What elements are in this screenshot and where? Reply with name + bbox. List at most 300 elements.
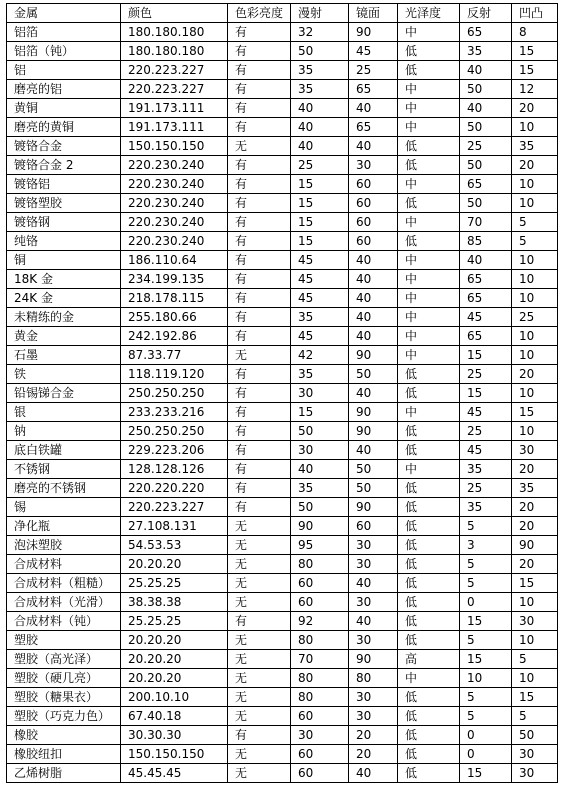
cell-color-brightness: 有 — [228, 194, 291, 213]
header-cell-metal: 金属 — [7, 4, 121, 23]
cell-color: 250.250.250 — [121, 422, 228, 441]
cell-metal: 合成材料（光滑） — [7, 593, 121, 612]
table-row — [7, 213, 558, 232]
cell-color: 191.173.111 — [121, 99, 228, 118]
cell-reflection: 35 — [460, 460, 512, 479]
cell-diffuse: 50 — [291, 42, 349, 61]
cell-diffuse: 45 — [291, 289, 349, 308]
cell-reflection: 65 — [460, 23, 512, 42]
cell-gloss: 低 — [398, 422, 460, 441]
cell-metal: 石墨 — [7, 346, 121, 365]
cell-specular: 60 — [349, 194, 398, 213]
cell-metal: 不锈钢 — [7, 460, 121, 479]
cell-metal: 镀铬合金 — [7, 137, 121, 156]
cell-color-brightness: 有 — [228, 726, 291, 745]
table-row — [7, 308, 558, 327]
cell-bump: 10 — [512, 593, 558, 612]
cell-metal: 磨亮的不锈钢 — [7, 479, 121, 498]
cell-color: 233.233.216 — [121, 403, 228, 422]
cell-metal: 塑胶（糖果衣） — [7, 688, 121, 707]
cell-color-brightness: 有 — [228, 384, 291, 403]
cell-diffuse: 40 — [291, 118, 349, 137]
cell-bump: 12 — [512, 80, 558, 99]
cell-metal: 橡胶纽扣 — [7, 745, 121, 764]
cell-color-brightness: 有 — [228, 403, 291, 422]
cell-metal: 塑胶（高光泽） — [7, 650, 121, 669]
cell-color-brightness: 有 — [228, 365, 291, 384]
cell-gloss: 低 — [398, 441, 460, 460]
cell-diffuse: 60 — [291, 764, 349, 783]
cell-color-brightness: 无 — [228, 669, 291, 688]
cell-specular: 30 — [349, 707, 398, 726]
cell-metal: 24K 金 — [7, 289, 121, 308]
cell-specular: 40 — [349, 612, 398, 631]
cell-metal: 铝箔 — [7, 23, 121, 42]
cell-diffuse: 30 — [291, 441, 349, 460]
cell-reflection: 15 — [460, 650, 512, 669]
cell-metal: 铝箔（钝） — [7, 42, 121, 61]
cell-bump: 50 — [512, 726, 558, 745]
cell-bump: 35 — [512, 479, 558, 498]
table-row — [7, 612, 558, 631]
cell-specular: 30 — [349, 536, 398, 555]
cell-specular: 50 — [349, 479, 398, 498]
cell-bump: 20 — [512, 498, 558, 517]
cell-reflection: 50 — [460, 156, 512, 175]
cell-specular: 25 — [349, 61, 398, 80]
header-cell-bump: 凹凸 — [512, 4, 558, 23]
cell-reflection: 15 — [460, 384, 512, 403]
cell-bump: 10 — [512, 194, 558, 213]
cell-diffuse: 80 — [291, 631, 349, 650]
cell-color: 229.223.206 — [121, 441, 228, 460]
table-row — [7, 384, 558, 403]
cell-color-brightness: 有 — [228, 289, 291, 308]
cell-metal: 铅锡锑合金 — [7, 384, 121, 403]
table-row — [7, 365, 558, 384]
cell-color-brightness: 有 — [228, 479, 291, 498]
header-cell-gloss: 光泽度 — [398, 4, 460, 23]
cell-metal: 底白铁罐 — [7, 441, 121, 460]
cell-reflection: 65 — [460, 175, 512, 194]
cell-color-brightness: 有 — [228, 175, 291, 194]
cell-gloss: 低 — [398, 42, 460, 61]
cell-color-brightness: 有 — [228, 270, 291, 289]
cell-reflection: 5 — [460, 688, 512, 707]
cell-reflection: 65 — [460, 289, 512, 308]
cell-bump: 10 — [512, 289, 558, 308]
table-row — [7, 688, 558, 707]
cell-bump: 30 — [512, 764, 558, 783]
cell-metal: 铜 — [7, 251, 121, 270]
cell-color-brightness: 有 — [228, 213, 291, 232]
header-cell-diffuse: 漫射 — [291, 4, 349, 23]
cell-diffuse: 15 — [291, 232, 349, 251]
cell-diffuse: 35 — [291, 61, 349, 80]
cell-diffuse: 35 — [291, 365, 349, 384]
cell-color-brightness: 无 — [228, 574, 291, 593]
cell-color: 220.223.227 — [121, 80, 228, 99]
cell-specular: 90 — [349, 650, 398, 669]
materials-table — [6, 3, 558, 783]
cell-gloss: 中 — [398, 327, 460, 346]
cell-color: 150.150.150 — [121, 137, 228, 156]
table-row — [7, 403, 558, 422]
cell-color: 186.110.64 — [121, 251, 228, 270]
cell-gloss: 中 — [398, 289, 460, 308]
cell-diffuse: 60 — [291, 745, 349, 764]
cell-gloss: 低 — [398, 384, 460, 403]
cell-specular: 90 — [349, 498, 398, 517]
cell-metal: 塑胶（巧克力色） — [7, 707, 121, 726]
cell-color: 220.230.240 — [121, 232, 228, 251]
cell-specular: 20 — [349, 726, 398, 745]
cell-gloss: 低 — [398, 479, 460, 498]
cell-color: 180.180.180 — [121, 23, 228, 42]
table-row — [7, 536, 558, 555]
cell-metal: 铁 — [7, 365, 121, 384]
cell-specular: 20 — [349, 745, 398, 764]
cell-gloss: 中 — [398, 175, 460, 194]
cell-diffuse: 40 — [291, 137, 349, 156]
cell-reflection: 0 — [460, 593, 512, 612]
cell-specular: 60 — [349, 232, 398, 251]
cell-gloss: 中 — [398, 251, 460, 270]
cell-color: 220.230.240 — [121, 156, 228, 175]
cell-metal: 磨亮的黄铜 — [7, 118, 121, 137]
cell-color: 220.230.240 — [121, 175, 228, 194]
cell-gloss: 低 — [398, 574, 460, 593]
cell-specular: 65 — [349, 118, 398, 137]
cell-color: 20.20.20 — [121, 631, 228, 650]
cell-specular: 40 — [349, 574, 398, 593]
cell-reflection: 45 — [460, 308, 512, 327]
cell-metal: 净化瓶 — [7, 517, 121, 536]
cell-bump: 10 — [512, 270, 558, 289]
cell-bump: 30 — [512, 612, 558, 631]
cell-color: 234.199.135 — [121, 270, 228, 289]
cell-bump: 10 — [512, 118, 558, 137]
cell-gloss: 低 — [398, 745, 460, 764]
table-row — [7, 555, 558, 574]
cell-bump: 10 — [512, 327, 558, 346]
cell-reflection: 85 — [460, 232, 512, 251]
cell-color-brightness: 无 — [228, 593, 291, 612]
cell-color-brightness: 有 — [228, 498, 291, 517]
cell-color-brightness: 有 — [228, 118, 291, 137]
table-row — [7, 745, 558, 764]
cell-specular: 30 — [349, 688, 398, 707]
cell-bump: 20 — [512, 365, 558, 384]
cell-color-brightness: 无 — [228, 688, 291, 707]
cell-bump: 5 — [512, 232, 558, 251]
table-row — [7, 574, 558, 593]
cell-diffuse: 35 — [291, 308, 349, 327]
table-row — [7, 194, 558, 213]
cell-specular: 30 — [349, 631, 398, 650]
cell-bump: 25 — [512, 308, 558, 327]
cell-specular: 40 — [349, 270, 398, 289]
cell-color-brightness: 无 — [228, 346, 291, 365]
table-row — [7, 289, 558, 308]
table-row — [7, 270, 558, 289]
cell-bump: 20 — [512, 99, 558, 118]
cell-reflection: 5 — [460, 707, 512, 726]
cell-color: 200.10.10 — [121, 688, 228, 707]
cell-reflection: 45 — [460, 403, 512, 422]
cell-gloss: 低 — [398, 631, 460, 650]
table-row — [7, 631, 558, 650]
cell-diffuse: 90 — [291, 517, 349, 536]
cell-gloss: 低 — [398, 137, 460, 156]
cell-specular: 60 — [349, 175, 398, 194]
cell-bump: 35 — [512, 137, 558, 156]
cell-metal: 合成材料（钝） — [7, 612, 121, 631]
table-row — [7, 460, 558, 479]
cell-metal: 塑胶（硬几亮） — [7, 669, 121, 688]
cell-reflection: 40 — [460, 99, 512, 118]
table-row — [7, 593, 558, 612]
cell-metal: 18K 金 — [7, 270, 121, 289]
cell-reflection: 25 — [460, 422, 512, 441]
cell-reflection: 65 — [460, 327, 512, 346]
cell-metal: 镀铬塑胶 — [7, 194, 121, 213]
cell-diffuse: 32 — [291, 23, 349, 42]
cell-gloss: 低 — [398, 517, 460, 536]
cell-reflection: 50 — [460, 80, 512, 99]
cell-diffuse: 80 — [291, 688, 349, 707]
cell-metal: 未精练的金 — [7, 308, 121, 327]
cell-bump: 8 — [512, 23, 558, 42]
table-body — [7, 4, 558, 783]
cell-bump: 5 — [512, 213, 558, 232]
cell-color-brightness: 有 — [228, 156, 291, 175]
header-row — [7, 4, 558, 23]
cell-color-brightness: 无 — [228, 536, 291, 555]
cell-metal: 橡胶 — [7, 726, 121, 745]
cell-color: 118.119.120 — [121, 365, 228, 384]
table-row — [7, 61, 558, 80]
cell-reflection: 65 — [460, 270, 512, 289]
cell-color: 220.223.227 — [121, 61, 228, 80]
cell-color-brightness: 有 — [228, 612, 291, 631]
cell-metal: 纯铬 — [7, 232, 121, 251]
header-cell-reflection: 反射 — [460, 4, 512, 23]
cell-color: 218.178.115 — [121, 289, 228, 308]
header-cell-color-brightness: 色彩亮度 — [228, 4, 291, 23]
cell-color: 220.223.227 — [121, 498, 228, 517]
cell-diffuse: 15 — [291, 194, 349, 213]
cell-gloss: 中 — [398, 118, 460, 137]
cell-color: 20.20.20 — [121, 650, 228, 669]
cell-specular: 40 — [349, 289, 398, 308]
cell-metal: 合成材料 — [7, 555, 121, 574]
cell-bump: 10 — [512, 669, 558, 688]
cell-color-brightness: 无 — [228, 650, 291, 669]
cell-color-brightness: 无 — [228, 555, 291, 574]
table-row — [7, 669, 558, 688]
cell-gloss: 低 — [398, 593, 460, 612]
cell-bump: 30 — [512, 745, 558, 764]
cell-gloss: 低 — [398, 232, 460, 251]
cell-diffuse: 60 — [291, 593, 349, 612]
table-row — [7, 80, 558, 99]
cell-reflection: 0 — [460, 745, 512, 764]
cell-color-brightness: 无 — [228, 707, 291, 726]
table-row — [7, 498, 558, 517]
cell-gloss: 低 — [398, 612, 460, 631]
cell-gloss: 低 — [398, 365, 460, 384]
cell-diffuse: 15 — [291, 213, 349, 232]
cell-diffuse: 42 — [291, 346, 349, 365]
cell-color-brightness: 无 — [228, 745, 291, 764]
cell-specular: 40 — [349, 384, 398, 403]
cell-diffuse: 95 — [291, 536, 349, 555]
cell-specular: 40 — [349, 327, 398, 346]
cell-color-brightness: 有 — [228, 80, 291, 99]
header-cell-specular: 镜面 — [349, 4, 398, 23]
cell-metal: 银 — [7, 403, 121, 422]
cell-specular: 90 — [349, 23, 398, 42]
cell-metal: 镀铬铝 — [7, 175, 121, 194]
cell-reflection: 40 — [460, 61, 512, 80]
cell-specular: 30 — [349, 555, 398, 574]
cell-color: 25.25.25 — [121, 574, 228, 593]
cell-reflection: 25 — [460, 365, 512, 384]
cell-reflection: 5 — [460, 517, 512, 536]
cell-reflection: 15 — [460, 612, 512, 631]
table-row — [7, 346, 558, 365]
cell-gloss: 低 — [398, 156, 460, 175]
cell-reflection: 10 — [460, 669, 512, 688]
cell-diffuse: 60 — [291, 707, 349, 726]
cell-color-brightness: 有 — [228, 422, 291, 441]
cell-specular: 60 — [349, 213, 398, 232]
cell-color: 128.128.126 — [121, 460, 228, 479]
cell-color: 220.220.220 — [121, 479, 228, 498]
cell-bump: 10 — [512, 631, 558, 650]
table-row — [7, 23, 558, 42]
cell-bump: 10 — [512, 346, 558, 365]
cell-reflection: 15 — [460, 346, 512, 365]
cell-color-brightness: 有 — [228, 251, 291, 270]
cell-diffuse: 80 — [291, 669, 349, 688]
cell-color: 54.53.53 — [121, 536, 228, 555]
cell-bump: 10 — [512, 251, 558, 270]
cell-metal: 镀铬合金 2 — [7, 156, 121, 175]
cell-color: 45.45.45 — [121, 764, 228, 783]
cell-diffuse: 45 — [291, 251, 349, 270]
cell-specular: 40 — [349, 764, 398, 783]
cell-gloss: 低 — [398, 726, 460, 745]
cell-diffuse: 30 — [291, 726, 349, 745]
cell-reflection: 15 — [460, 764, 512, 783]
cell-diffuse: 30 — [291, 384, 349, 403]
cell-bump: 5 — [512, 650, 558, 669]
cell-color: 191.173.111 — [121, 118, 228, 137]
cell-reflection: 25 — [460, 479, 512, 498]
table-row — [7, 517, 558, 536]
cell-gloss: 中 — [398, 23, 460, 42]
cell-gloss: 中 — [398, 403, 460, 422]
cell-color-brightness: 有 — [228, 61, 291, 80]
table-row — [7, 251, 558, 270]
cell-gloss: 中 — [398, 213, 460, 232]
cell-gloss: 中 — [398, 346, 460, 365]
cell-gloss: 中 — [398, 669, 460, 688]
cell-bump: 15 — [512, 574, 558, 593]
cell-specular: 90 — [349, 346, 398, 365]
cell-bump: 15 — [512, 42, 558, 61]
table-row — [7, 479, 558, 498]
table-row — [7, 118, 558, 137]
cell-gloss: 中 — [398, 270, 460, 289]
cell-reflection: 50 — [460, 194, 512, 213]
cell-reflection: 35 — [460, 498, 512, 517]
cell-gloss: 低 — [398, 707, 460, 726]
table-row — [7, 764, 558, 783]
cell-color-brightness: 无 — [228, 764, 291, 783]
cell-metal: 乙烯树脂 — [7, 764, 121, 783]
cell-metal: 钠 — [7, 422, 121, 441]
cell-metal: 黄金 — [7, 327, 121, 346]
table-row — [7, 726, 558, 745]
cell-reflection: 5 — [460, 555, 512, 574]
table-row — [7, 441, 558, 460]
cell-reflection: 35 — [460, 42, 512, 61]
cell-specular: 40 — [349, 137, 398, 156]
cell-specular: 50 — [349, 460, 398, 479]
header-cell-color: 颜色 — [121, 4, 228, 23]
cell-gloss: 中 — [398, 80, 460, 99]
cell-gloss: 中 — [398, 308, 460, 327]
cell-bump: 15 — [512, 688, 558, 707]
cell-gloss: 高 — [398, 650, 460, 669]
cell-reflection: 50 — [460, 118, 512, 137]
table-row — [7, 327, 558, 346]
cell-color: 25.25.25 — [121, 612, 228, 631]
cell-specular: 60 — [349, 517, 398, 536]
cell-diffuse: 35 — [291, 80, 349, 99]
cell-specular: 40 — [349, 308, 398, 327]
cell-specular: 90 — [349, 422, 398, 441]
cell-reflection: 25 — [460, 137, 512, 156]
cell-bump: 10 — [512, 422, 558, 441]
cell-reflection: 5 — [460, 631, 512, 650]
table-row — [7, 156, 558, 175]
cell-color: 220.230.240 — [121, 194, 228, 213]
cell-bump: 10 — [512, 175, 558, 194]
cell-bump: 90 — [512, 536, 558, 555]
cell-bump: 20 — [512, 460, 558, 479]
cell-diffuse: 92 — [291, 612, 349, 631]
cell-metal: 铝 — [7, 61, 121, 80]
cell-diffuse: 25 — [291, 156, 349, 175]
cell-bump: 5 — [512, 707, 558, 726]
cell-color: 20.20.20 — [121, 555, 228, 574]
cell-color-brightness: 有 — [228, 232, 291, 251]
cell-gloss: 低 — [398, 498, 460, 517]
table-row — [7, 175, 558, 194]
cell-color-brightness: 有 — [228, 441, 291, 460]
cell-metal: 合成材料（粗糙） — [7, 574, 121, 593]
table-row — [7, 650, 558, 669]
cell-diffuse: 60 — [291, 574, 349, 593]
cell-color: 20.20.20 — [121, 669, 228, 688]
cell-bump: 10 — [512, 384, 558, 403]
table-row — [7, 422, 558, 441]
cell-color-brightness: 有 — [228, 23, 291, 42]
